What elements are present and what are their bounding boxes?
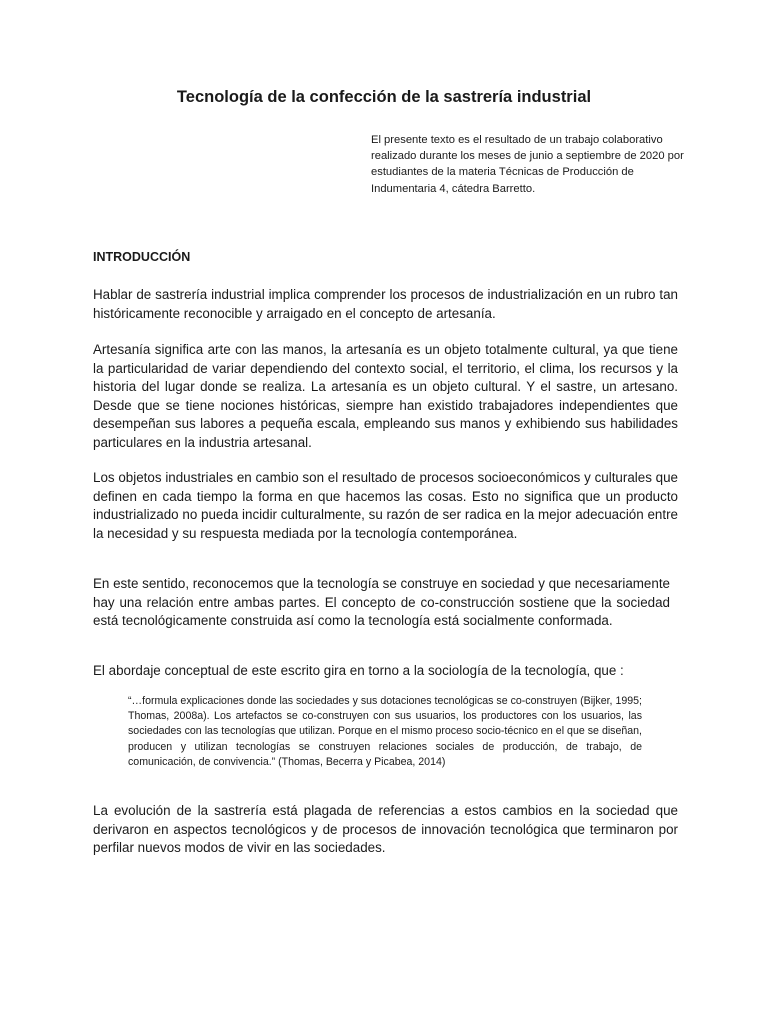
paragraph-5: El abordaje conceptual de este escrito gira en torno a la sociología de la tecnología, que :	[93, 663, 624, 678]
paragraph-2: Artesanía significa arte con las manos, la artesanía es un objeto totalmente cultural, ya que tiene la particularidad de variar dependiendo del contexto social, el territorio, el clima, los recursos y la historia del lugar donde se realiza. La artesanía es un objeto cultural. Y el sastre, un artesano. Desde que se tiene nociones históricas, siempre han existido trabajadores independientes que desempeñan sus labores a pequeña escala, empleando sus manos y exhibiendo sus habilidades particulares en la industria artesanal.	[93, 342, 678, 450]
paragraph-1: Hablar de sastrería industrial implica comprender los procesos de industrialización en un rubro tan históricamente reconocible y arraigado en el concepto de artesanía.	[93, 287, 678, 321]
paragraph-6: La evolución de la sastrería está plagada de referencias a estos cambios en la sociedad que derivaron en aspectos tecnológicos y de procesos de innovación tecnológica que terminaron por perfilar nuevos modos de vivir en las sociedades.	[93, 803, 678, 856]
section-heading: INTRODUCCIÓN	[93, 250, 191, 264]
paragraph-4: En este sentido, reconocemos que la tecnología se construye en sociedad y que necesariamente hay una relación entre ambas partes. El concepto de co-construcción sostiene que la sociedad está tecnológicamente construida así como la tecnología está socialmente conformada.	[93, 576, 670, 629]
paragraph-3: Los objetos industriales en cambio son el resultado de procesos socioeconómicos y culturales que definen en cada tiempo la forma en que hacemos las cosas. Esto no significa que un producto industrializado no pueda incidir culturalmente, su razón de ser radica en la mejor adecuación entre la necesidad y su respuesta mediada por la tecnología contemporánea.	[93, 470, 678, 541]
document-title: Tecnología de la confección de la sastrería industrial	[176, 88, 592, 106]
abstract-note: El presente texto es el resultado de un trabajo colaborativo realizado durante los meses de junio a septiembre de 2020 por estudiantes de la materia Técnicas de Producción de Indumentaria 4, cátedra Barretto.	[371, 134, 684, 195]
block-quote: “…formula explicaciones donde las sociedades y sus dotaciones tecnológicas se co-construyen (Bijker, 1995; Thomas, 2008a). Los artefactos se co-construyen con sus usuarios, los productores con los usuarios, las sociedades con las tecnologías que utilizan. Porque en el mismo proceso socio-técnico en el que se diseñan, producen y utilizan tecnologías se construyen relaciones sociales de producción, de trabajo, de comunicación, de convivencia.” (Thomas, Becerra y Picabea, 2014)	[128, 695, 642, 768]
